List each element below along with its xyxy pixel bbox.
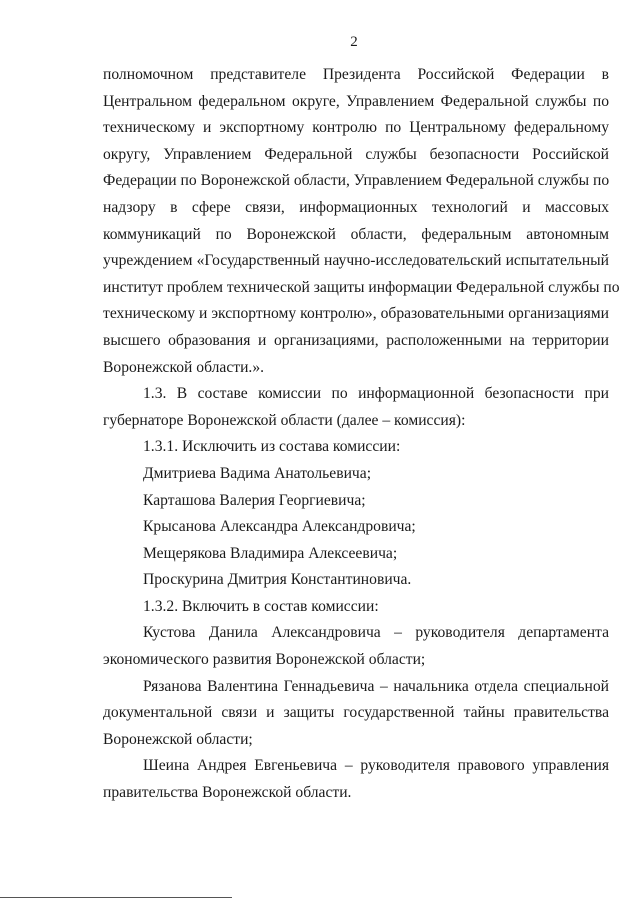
list-item: Карташова Валерия Георгиевича; bbox=[143, 491, 366, 509]
list-item: Крысанова Александра Александровича; bbox=[143, 518, 416, 536]
text-line: коммуникаций по Воронежской области, федеральным автономным bbox=[103, 225, 609, 243]
text-line: полномочном представителе Президента Российской Федерации в bbox=[103, 66, 609, 83]
list-item bbox=[103, 753, 609, 806]
list-item bbox=[103, 674, 609, 754]
text-line: документальной связи и защиты государственной тайны правительства bbox=[103, 704, 609, 722]
text-line: Кустова Данила Александровича – руководителя департамента bbox=[143, 624, 609, 642]
text-line: округу, Управлением Федеральной службы безопасности Российской bbox=[103, 145, 609, 163]
list-item bbox=[103, 620, 609, 673]
text-line: техническому и экспортному контролю», образовательными организациями bbox=[103, 305, 609, 323]
text-line: высшего образования и организациями, расположенными на территории bbox=[103, 331, 609, 349]
text-line: правительства Воронежской области. bbox=[103, 784, 352, 802]
document-body bbox=[103, 62, 620, 807]
section-1-3 bbox=[103, 381, 609, 434]
list-item: Проскурина Дмитрия Константиновича. bbox=[143, 571, 412, 589]
text-line: Воронежской области; bbox=[103, 730, 253, 748]
text-line: Рязанова Валентина Геннадьевича – начальника отдела специальной bbox=[143, 677, 609, 695]
section-heading: 1.3.1. Исключить из состава комиссии: bbox=[143, 438, 401, 456]
section-heading: 1.3.2. Включить в состав комиссии: bbox=[143, 597, 379, 615]
text-line: Центральном федеральном округе, Управлением Федеральной службы по bbox=[103, 92, 609, 110]
list-item: Дмитриева Вадима Анатольевича; bbox=[143, 464, 372, 482]
text-line: Шеина Андрея Евгеньевича – руководителя правового управления bbox=[143, 757, 609, 775]
text-line: учреждением «Государственный научно-исследовательский испытательный bbox=[103, 252, 609, 270]
text-line: надзору в сфере связи, информационных технологий и массовых bbox=[103, 198, 609, 216]
page-number: 2 bbox=[350, 34, 358, 50]
text-line: губернаторе Воронежской области (далее – комиссия): bbox=[103, 411, 466, 429]
text-line: институт проблем технической защиты информации Федеральной службы по bbox=[103, 278, 620, 296]
text-line: техническому и экспортному контролю по Центральному федеральному bbox=[103, 119, 609, 137]
text-line: Федерации по Воронежской области, Управлением Федеральной службы по bbox=[103, 172, 610, 190]
list-item: Мещерякова Владимира Алексеевича; bbox=[143, 544, 398, 562]
text-line: Воронежской области.». bbox=[103, 358, 265, 376]
text-line: экономического развития Воронежской области; bbox=[103, 651, 426, 669]
footer-rule bbox=[0, 897, 232, 898]
text-line: 1.3. В составе комиссии по информационной безопасности при bbox=[143, 385, 609, 403]
paragraph-continuation bbox=[103, 62, 620, 381]
section-1-3-1 bbox=[103, 434, 609, 594]
section-1-3-2 bbox=[103, 594, 609, 807]
